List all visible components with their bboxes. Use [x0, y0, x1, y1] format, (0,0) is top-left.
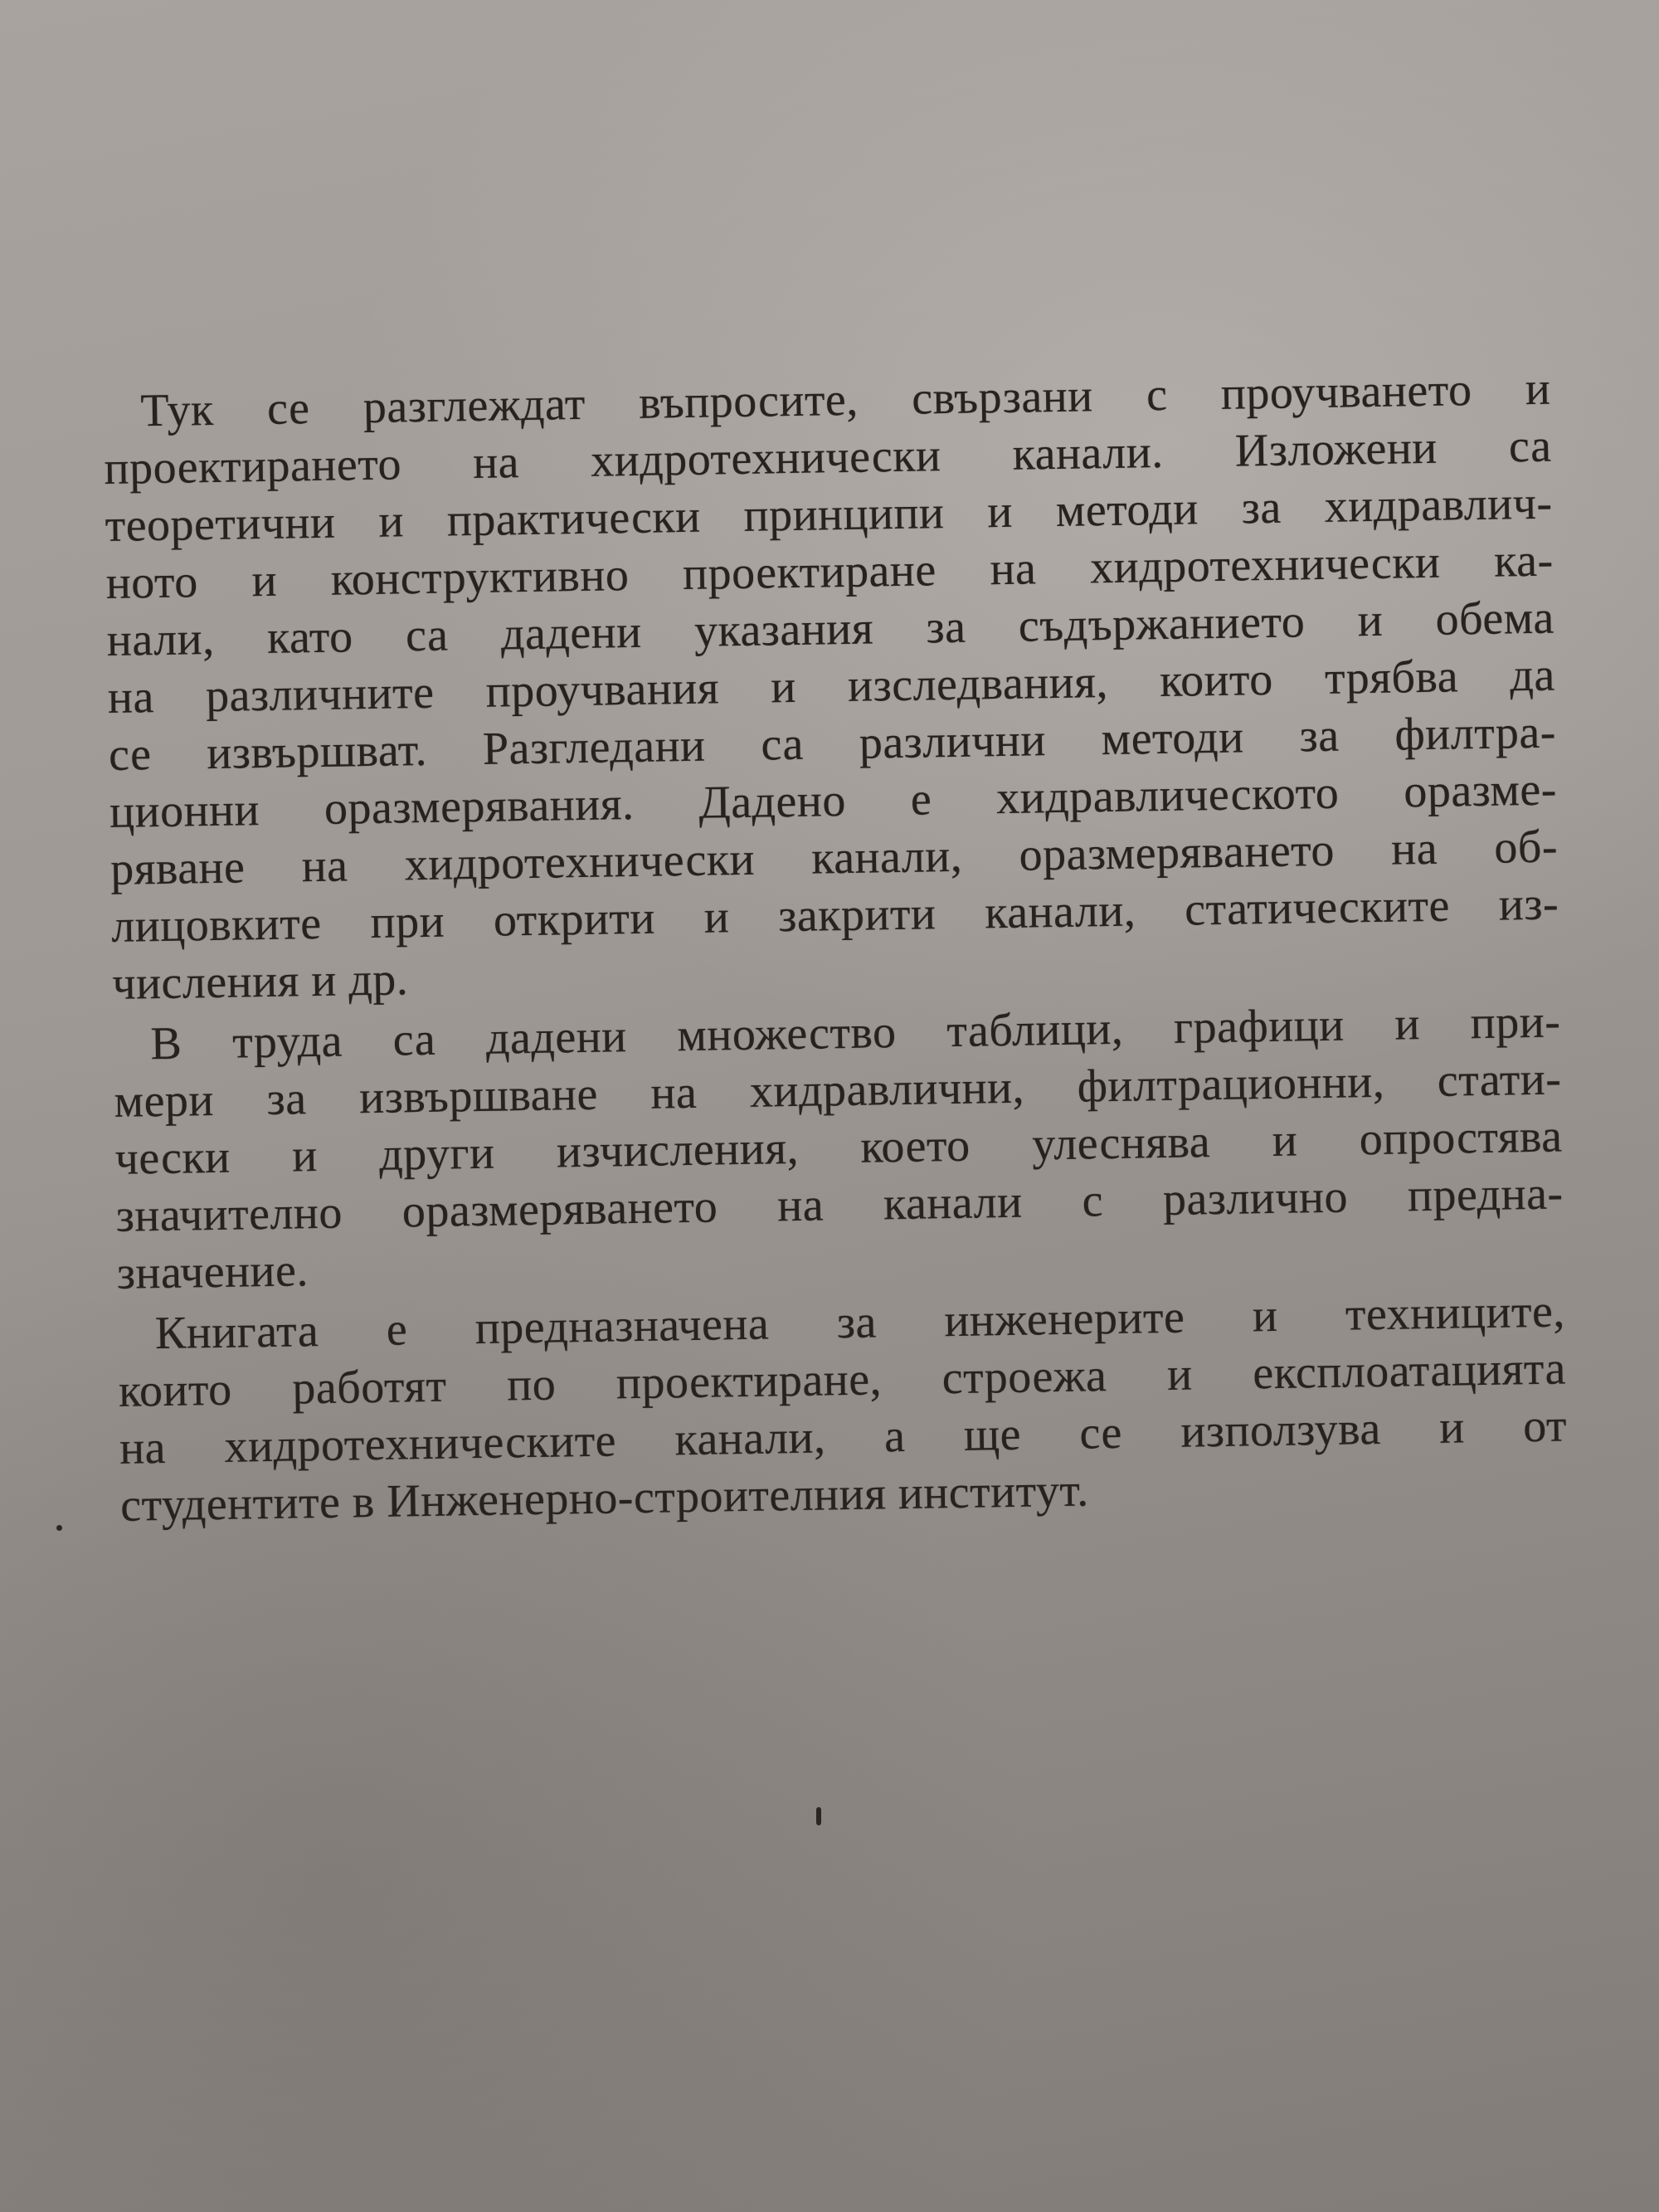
- text-line: проектирането на хидротехнически канали. Изложени са: [104, 420, 1552, 495]
- paragraph-2: [113, 993, 1564, 1302]
- text-line: теоретични и практически принципи и методи за хидравлич-: [105, 477, 1553, 552]
- paragraph-3: [117, 1283, 1568, 1534]
- text-line: ното и конструктивно проектиране на хидротехнически ка-: [105, 534, 1554, 609]
- paragraph-1: [103, 361, 1560, 1013]
- ink-speck: [816, 1807, 821, 1825]
- text-line: ционни оразмерявания. Дадено е хидравлическото оразме-: [109, 763, 1558, 838]
- text-line: числения и др.: [111, 953, 409, 1010]
- text-line: на хидротехническите канали, а ще се използува и от: [119, 1400, 1568, 1474]
- text-line: които работят по проектиране, строежа и експлоатацията: [118, 1342, 1567, 1417]
- text-line: нали, като са дадени указания за съдържанието и обема: [106, 592, 1555, 666]
- text-line: лицовките при открити и закрити канали, статическите из-: [110, 878, 1559, 953]
- text-line: В труда са дадени множество таблици, графици и при-: [150, 996, 1561, 1070]
- ink-speck: [56, 1525, 62, 1531]
- text-line: ряване на хидротехнически канали, оразмеряването на об-: [109, 821, 1559, 895]
- text-line: на различните проучвания и изследвания, които трябва да: [107, 649, 1556, 724]
- text-line: студентите в Инженерно-строителния институт.: [119, 1464, 1090, 1532]
- text-line: се извършват. Разгледани са различни методи за филтра-: [108, 706, 1557, 781]
- annotation-text: [103, 361, 1569, 1535]
- text-line: чески и други изчисления, което улеснява и опростява: [114, 1110, 1563, 1185]
- text-line: Книгата е предназначена за инженерите и техниците,: [154, 1285, 1566, 1360]
- text-line: мери за извършване на хидравлични, филтрационни, стати-: [114, 1053, 1562, 1128]
- text-line: значение.: [116, 1245, 309, 1299]
- text-line: значително оразмеряването на канали с различно предна-: [115, 1167, 1564, 1242]
- text-line: Тук се разглеждат въпросите, свързани с проучването и: [140, 363, 1551, 437]
